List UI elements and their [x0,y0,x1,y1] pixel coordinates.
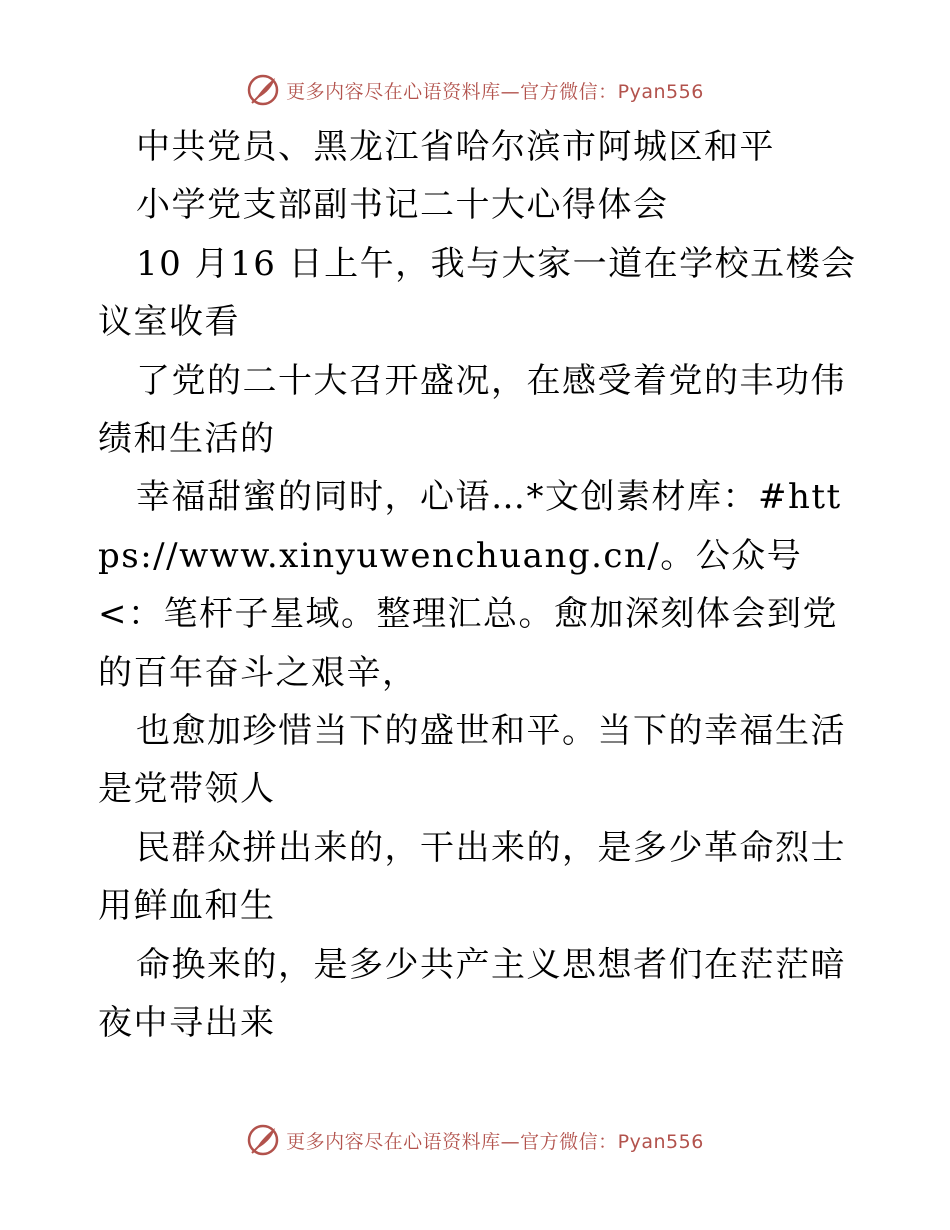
paragraph-2: 小学党支部副书记二十大心得体会 [136,185,669,226]
paragraph-8: 命换来的，是多少共产主义思想者们在茫茫暗夜中寻出来 [98,944,846,1044]
footer-watermark [0,1120,950,1160]
document-body [98,118,858,1053]
paragraph-5: 幸福甜蜜的同时，心语…*文创素材库：#https://www.xinyuwenchuang.cn/。公众号<：笔杆子星域。整理汇总。愈加深刻体会到党的百年奋斗之艰辛， [98,477,842,693]
paragraph-1: 中共党员、黑龙江省哈尔滨市阿城区和平 [136,127,775,167]
header-watermark [0,70,950,110]
paragraph-4: 了党的二十大召开盛况，在感受着党的丰功伟绩和生活的 [98,360,846,460]
paragraph-7: 民群众拼出来的，干出来的，是多少革命烈士用鲜血和生 [98,827,846,927]
feather-pen-logo-icon [246,73,280,107]
feather-pen-logo-icon [246,1123,280,1157]
watermark-text: 更多内容尽在心语资料库—官方微信：Pyan556 [286,1130,704,1153]
paragraph-3: 10 月16 日上午，我与大家一道在学校五楼会议室收看 [98,243,857,343]
paragraph-6: 也愈加珍惜当下的盛世和平。当下的幸福生活是党带领人 [98,711,846,810]
watermark-text: 更多内容尽在心语资料库—官方微信：Pyan556 [286,80,704,103]
